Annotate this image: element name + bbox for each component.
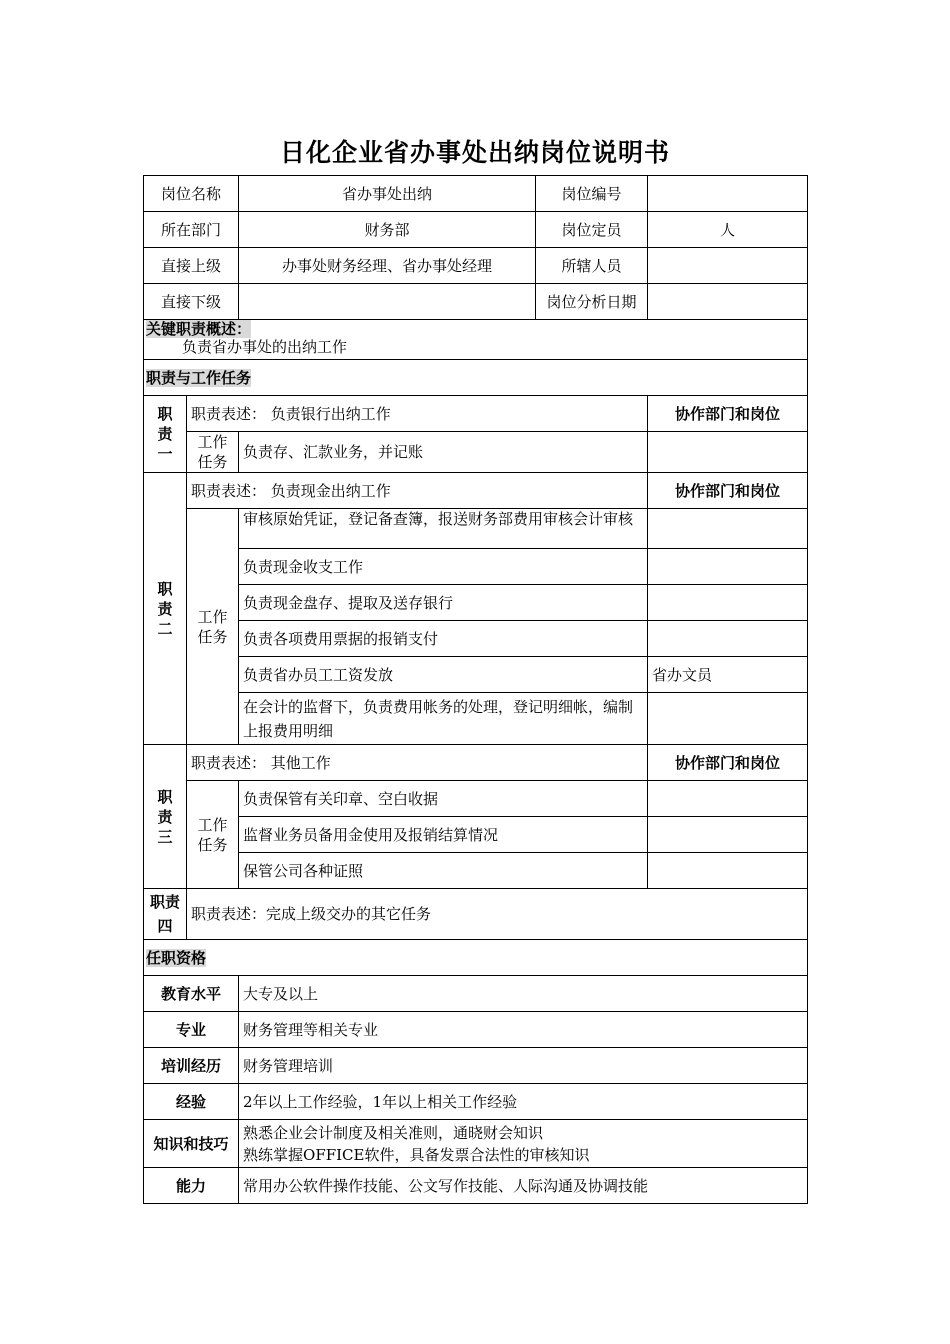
duty-3-coop-heading: 协作部门和岗位: [648, 745, 808, 781]
subordinates-value: [648, 248, 808, 284]
duty-3-task-3: 保管公司各种证照: [239, 853, 648, 889]
ability-value: 常用办公软件操作技能、公文写作技能、人际沟通及协调技能: [239, 1168, 808, 1204]
major-value: 财务管理等相关专业: [239, 1012, 808, 1048]
qual-row-knowledge: [144, 1120, 808, 1168]
duty-1-label: 职责一: [144, 396, 187, 473]
direct-sub-value: [239, 284, 536, 320]
duty-2-label: 职责二: [144, 473, 187, 745]
dept-label: 所在部门: [144, 212, 239, 248]
training-label: 培训经历: [144, 1048, 239, 1084]
duty-1-coop-heading: 协作部门和岗位: [648, 396, 808, 432]
duty-2-task-row-2: [144, 549, 808, 585]
ability-label: 能力: [144, 1168, 239, 1204]
qual-row-experience: [144, 1084, 808, 1120]
duty-2-task-row-3: [144, 585, 808, 621]
duty-3-task-1-coop: [648, 781, 808, 817]
duty-1-task-1: 负责存、汇款业务，并记账: [239, 432, 648, 473]
duty-3-task-row-3: [144, 853, 808, 889]
duty-2-statement: 职责表述： 负责现金出纳工作: [187, 473, 648, 509]
duty-3-task-2: 监督业务员备用金使用及报销结算情况: [239, 817, 648, 853]
summary-cell: [144, 320, 808, 360]
row-direct-sub: [144, 284, 808, 320]
superior-label: 直接上级: [144, 248, 239, 284]
post-no-value: [648, 176, 808, 212]
row-qualifications-heading: [144, 940, 808, 976]
knowledge-line-1: 熟悉企业会计制度及相关准则，通晓财会知识: [243, 1123, 544, 1142]
duty-3-task-3-coop: [648, 853, 808, 889]
direct-sub-label: 直接下级: [144, 284, 239, 320]
summary-heading: 关键职责概述：: [146, 320, 252, 338]
experience-value: 2年以上工作经验，1年以上相关工作经验: [239, 1084, 808, 1120]
duty-2-task-1: 审核原始凭证，登记备查簿，报送财务部费用审核会计审核: [239, 509, 648, 549]
qual-row-education: [144, 976, 808, 1012]
duty-2-task-row-5: [144, 657, 808, 693]
duty-2-task-row-4: [144, 621, 808, 657]
duty-2-task-3: 负责现金盘存、提取及送存银行: [239, 585, 648, 621]
duty-1-statement-row: [144, 396, 808, 432]
duty-2-task-6: 在会计的监督下，负责费用帐务的处理，登记明细帐，编制上报费用明细: [239, 693, 648, 745]
subordinates-label: 所辖人员: [536, 248, 648, 284]
duty-2-task-2: 负责现金收支工作: [239, 549, 648, 585]
duty-3-task-1: 负责保管有关印章、空白收据: [239, 781, 648, 817]
duty-1-statement: 职责表述： 负责银行出纳工作: [187, 396, 648, 432]
duty-2-coop-heading: 协作部门和岗位: [648, 473, 808, 509]
knowledge-line-2: 熟练掌握OFFICE软件，具备发票合法性的审核知识: [243, 1145, 590, 1164]
duty-4-row: [144, 889, 808, 940]
duty-2-task-4: 负责各项费用票据的报销支付: [239, 621, 648, 657]
duty-3-statement: 职责表述： 其他工作: [187, 745, 648, 781]
duty-1-task-1-coop: [648, 432, 808, 473]
major-label: 专业: [144, 1012, 239, 1048]
qualifications-heading-cell: [144, 940, 808, 976]
duty-3-label: 职责三: [144, 745, 187, 889]
duty-3-task-row-1: [144, 781, 808, 817]
duty-2-task-5: 负责省办员工工资发放: [239, 657, 648, 693]
experience-label: 经验: [144, 1084, 239, 1120]
duty-2-task-4-coop: [648, 621, 808, 657]
post-no-label: 岗位编号: [536, 176, 648, 212]
headcount-label: 岗位定员: [536, 212, 648, 248]
headcount-value: 人: [648, 212, 808, 248]
duty-2-statement-row: [144, 473, 808, 509]
education-label: 教育水平: [144, 976, 239, 1012]
training-value: 财务管理培训: [239, 1048, 808, 1084]
qual-row-major: [144, 1012, 808, 1048]
dept-value: 财务部: [239, 212, 536, 248]
duty-3-task-2-coop: [648, 817, 808, 853]
duty-1-work-task-label: 工作任务: [187, 432, 239, 473]
superior-value: 办事处财务经理、省办事处经理: [239, 248, 536, 284]
duty-3-task-row-2: [144, 817, 808, 853]
duty-2-task-row-6: [144, 693, 808, 745]
post-name-label: 岗位名称: [144, 176, 239, 212]
duty-2-task-2-coop: [648, 549, 808, 585]
analysis-date-value: [648, 284, 808, 320]
duty-4-label: 职责四: [144, 889, 187, 940]
duty-2-task-3-coop: [648, 585, 808, 621]
qualifications-heading: 任职资格: [146, 948, 207, 967]
education-value: 大专及以上: [239, 976, 808, 1012]
duties-heading-cell: [144, 360, 808, 396]
duties-heading: 职责与工作任务: [146, 368, 252, 387]
duty-2-task-5-coop: 省办文员: [648, 657, 808, 693]
row-post-name: [144, 176, 808, 212]
job-description-table: [143, 175, 808, 1204]
summary-body: 负责省办事处的出纳工作: [182, 338, 348, 356]
knowledge-value: [239, 1120, 808, 1168]
row-duties-heading: [144, 360, 808, 396]
knowledge-label: 知识和技巧: [144, 1120, 239, 1168]
duty-2-work-task-label: 工作任务: [187, 509, 239, 745]
qual-row-training: [144, 1048, 808, 1084]
post-name-value: 省办事处出纳: [239, 176, 536, 212]
analysis-date-label: 岗位分析日期: [536, 284, 648, 320]
duty-4-statement: 职责表述：完成上级交办的其它任务: [187, 889, 808, 940]
duty-2-task-6-coop: [648, 693, 808, 745]
duty-1-task-row: [144, 432, 808, 473]
row-summary: [144, 320, 808, 360]
row-dept: [144, 212, 808, 248]
row-superior: [144, 248, 808, 284]
duty-3-statement-row: [144, 745, 808, 781]
page-title: 日化企业省办事处出纳岗位说明书: [279, 138, 670, 167]
qual-row-ability: [144, 1168, 808, 1204]
duty-3-work-task-label: 工作任务: [187, 781, 239, 889]
duty-2-task-row-1: [144, 509, 808, 549]
duty-2-task-1-coop: [648, 509, 808, 549]
